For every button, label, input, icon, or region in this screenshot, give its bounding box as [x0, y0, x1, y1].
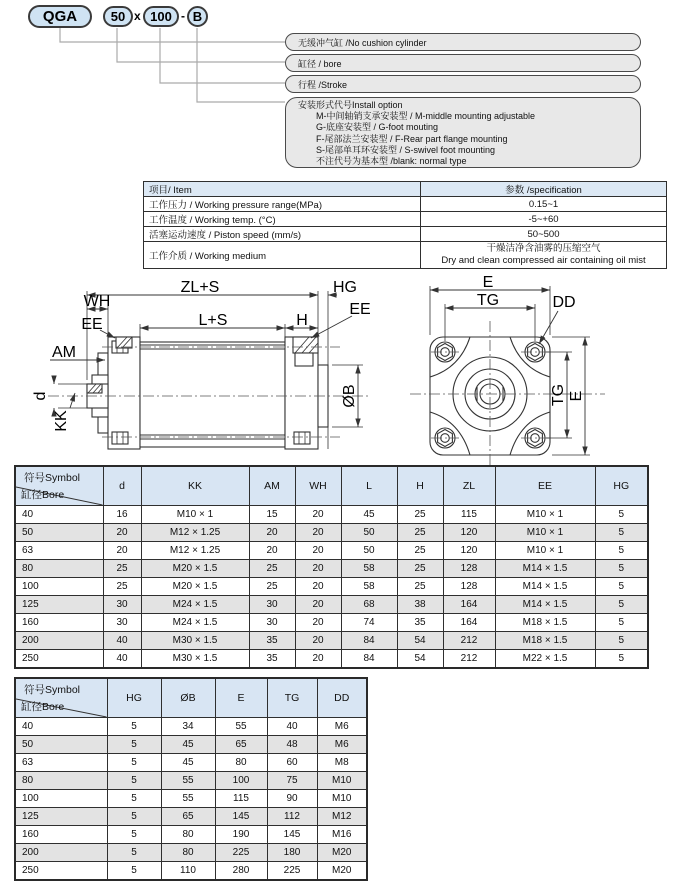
table-cell: 100	[215, 772, 267, 790]
table-cell: M20	[317, 862, 367, 881]
table-cell: 54	[397, 632, 443, 650]
table-cell: 20	[249, 524, 295, 542]
table-cell: 25	[249, 578, 295, 596]
table-cell: 5	[595, 614, 648, 632]
install-option-title: 安装形式代号Install option	[298, 100, 403, 110]
column-header: ZL	[443, 466, 495, 506]
table-cell: 80	[161, 826, 215, 844]
column-header: H	[397, 466, 443, 506]
table-cell: M30 × 1.5	[141, 632, 249, 650]
times-separator: x	[134, 9, 141, 23]
spec-item: 工作介质 / Working medium	[144, 242, 421, 269]
callout-bore: 缸径 / bore	[285, 54, 641, 72]
dim-label-hg: HG	[333, 280, 357, 296]
dim-label-l-s: L+S	[198, 312, 228, 329]
column-header: E	[215, 678, 267, 718]
table-cell: 65	[161, 808, 215, 826]
row-header: 40	[15, 718, 107, 736]
dim-label-dd: DD	[552, 294, 576, 311]
table-cell: 5	[595, 524, 648, 542]
dimension-table-1	[14, 465, 649, 669]
table-cell: 20	[295, 596, 341, 614]
table-cell: 55	[161, 772, 215, 790]
table-row	[15, 844, 367, 862]
column-header: DD	[317, 678, 367, 718]
row-header: 100	[15, 790, 107, 808]
table-cell: 38	[397, 596, 443, 614]
spec-item: 工作温度 / Working temp. (°C)	[144, 212, 421, 227]
corner-header-cell	[15, 678, 107, 718]
table-cell: M24 × 1.5	[141, 596, 249, 614]
table-cell: 90	[267, 790, 317, 808]
spec-value: 50~500	[421, 227, 667, 242]
column-header: L	[341, 466, 397, 506]
callout-stroke: 行程 /Stroke	[285, 75, 641, 93]
dim-table-header-row	[15, 678, 367, 718]
spec-row	[144, 212, 667, 227]
dim-label-d: d	[32, 391, 49, 401]
spec-item: 工作压力 / Working pressure range(MPa)	[144, 197, 421, 212]
install-option-line: F-尾部法兰安装型 / F-Rear part flange mounting	[316, 133, 508, 144]
table-cell: 5	[107, 718, 161, 736]
dim-label-h: H	[296, 312, 308, 329]
table-cell: 25	[103, 560, 141, 578]
install-option-line: 不注代号为基本型 /blank: normal type	[316, 156, 467, 167]
series-pill: QGA	[28, 5, 92, 28]
table-cell: 110	[161, 862, 215, 881]
spec-value: 0.15~1	[421, 197, 667, 212]
table-cell: 280	[215, 862, 267, 881]
table-row	[15, 560, 648, 578]
table-cell: M14 × 1.5	[495, 596, 595, 614]
table-cell: 50	[341, 542, 397, 560]
dim-label-e-top: E	[482, 274, 494, 291]
table-row	[15, 808, 367, 826]
dim-label-zl-s: ZL+S	[180, 280, 220, 296]
table-cell: 25	[397, 560, 443, 578]
column-header: TG	[267, 678, 317, 718]
table-cell: M12 × 1.25	[141, 524, 249, 542]
table-row	[15, 826, 367, 844]
table-cell: 20	[295, 632, 341, 650]
dim-label-wh: WH	[83, 293, 111, 310]
table-cell: 30	[249, 596, 295, 614]
table-cell: M6	[317, 718, 367, 736]
column-header: AM	[249, 466, 295, 506]
table-cell: 58	[341, 560, 397, 578]
spec-item-header: 项目/ Item	[144, 182, 421, 197]
table-cell: M10 × 1	[141, 506, 249, 524]
spec-value-cn: 干燥洁净含油雾的压缩空气	[486, 243, 601, 254]
table-row	[15, 578, 648, 596]
row-header: 63	[15, 754, 107, 772]
table-cell: M20 × 1.5	[141, 560, 249, 578]
table-cell: 112	[267, 808, 317, 826]
table-cell: 5	[595, 650, 648, 669]
spec-row	[144, 197, 667, 212]
table-cell: 145	[267, 826, 317, 844]
table-row	[15, 790, 367, 808]
spec-row	[144, 242, 667, 269]
table-cell: 15	[249, 506, 295, 524]
side-view-drawing	[30, 280, 395, 458]
table-cell: 75	[267, 772, 317, 790]
stroke-pill: 100	[143, 6, 179, 27]
table-cell: M10	[317, 772, 367, 790]
table-cell: 55	[215, 718, 267, 736]
row-header: 160	[15, 614, 103, 632]
row-header: 40	[15, 506, 103, 524]
table-cell: 5	[107, 844, 161, 862]
dim-table-header-row	[15, 466, 648, 506]
table-cell: M20 × 1.5	[141, 578, 249, 596]
table-cell: 190	[215, 826, 267, 844]
table-cell: M30 × 1.5	[141, 650, 249, 669]
row-header: 250	[15, 862, 107, 881]
column-header: HG	[595, 466, 648, 506]
row-header: 200	[15, 844, 107, 862]
table-cell: 80	[215, 754, 267, 772]
table-cell: 5	[107, 826, 161, 844]
row-header: 50	[15, 736, 107, 754]
table-cell: 20	[295, 524, 341, 542]
table-cell: 225	[267, 862, 317, 881]
table-cell: M10 × 1	[495, 506, 595, 524]
table-cell: 5	[107, 736, 161, 754]
table-cell: 68	[341, 596, 397, 614]
table-cell: 5	[595, 560, 648, 578]
table-cell: M18 × 1.5	[495, 614, 595, 632]
table-cell: 5	[107, 808, 161, 826]
callout-install-option	[285, 97, 641, 168]
dim-label-e-right: E	[568, 390, 585, 402]
table-row	[15, 862, 367, 881]
table-cell: 20	[295, 578, 341, 596]
table-cell: 128	[443, 578, 495, 596]
dash-separator: -	[181, 9, 185, 23]
table-row	[15, 736, 367, 754]
table-cell: 55	[161, 790, 215, 808]
corner-symbol-label: 符号Symbol	[24, 472, 81, 484]
table-cell: 145	[215, 808, 267, 826]
table-cell: 212	[443, 650, 495, 669]
table-cell: 25	[397, 542, 443, 560]
row-header: 160	[15, 826, 107, 844]
table-cell: 5	[107, 754, 161, 772]
row-header: 125	[15, 808, 107, 826]
spec-value: -5~+60	[421, 212, 667, 227]
table-cell: 20	[295, 542, 341, 560]
row-header: 200	[15, 632, 103, 650]
bore-pill: 50	[103, 6, 133, 27]
spec-value-header: 参数 /specification	[421, 182, 667, 197]
spec-header-row	[144, 182, 667, 197]
spec-table	[143, 181, 667, 269]
table-row	[15, 542, 648, 560]
dimension-table-2	[14, 677, 368, 881]
table-cell: 25	[397, 524, 443, 542]
dim-label-tg-top: TG	[476, 292, 500, 309]
table-cell: M16	[317, 826, 367, 844]
table-cell: 16	[103, 506, 141, 524]
corner-header-cell	[15, 466, 103, 506]
table-cell: 25	[397, 506, 443, 524]
table-cell: 35	[397, 614, 443, 632]
table-cell: 5	[595, 578, 648, 596]
table-cell: 5	[107, 772, 161, 790]
table-cell: M12	[317, 808, 367, 826]
table-cell: 225	[215, 844, 267, 862]
table-cell: 120	[443, 524, 495, 542]
table-cell: 58	[341, 578, 397, 596]
dim-label-am: AM	[52, 344, 76, 361]
spec-row	[144, 227, 667, 242]
row-header: 80	[15, 560, 103, 578]
table-cell: 40	[103, 650, 141, 669]
table-cell: 5	[107, 790, 161, 808]
table-row	[15, 524, 648, 542]
table-cell: 120	[443, 542, 495, 560]
table-cell: 115	[443, 506, 495, 524]
table-cell: 40	[267, 718, 317, 736]
install-option-line: M-中间轴销支承安装型 / M-middle mounting adjustable	[316, 111, 536, 122]
table-cell: 20	[249, 542, 295, 560]
table-cell: 5	[595, 542, 648, 560]
dim-label-ee-left: EE	[81, 316, 103, 333]
dim-label-tg-right: TG	[550, 383, 567, 407]
spec-value	[421, 242, 667, 269]
table-cell: 20	[295, 560, 341, 578]
table-row	[15, 614, 648, 632]
corner-bore-label: 缸径Bore	[21, 701, 65, 713]
row-header: 100	[15, 578, 103, 596]
row-header: 63	[15, 542, 103, 560]
table-cell: 5	[107, 862, 161, 881]
table-cell: 50	[341, 524, 397, 542]
column-header: EE	[495, 466, 595, 506]
table-cell: 45	[161, 754, 215, 772]
table-cell: 25	[103, 578, 141, 596]
table-cell: M24 × 1.5	[141, 614, 249, 632]
table-cell: 20	[103, 524, 141, 542]
table-cell: M8	[317, 754, 367, 772]
table-cell: 20	[103, 542, 141, 560]
table-cell: M10	[317, 790, 367, 808]
row-header: 80	[15, 772, 107, 790]
table-cell: 35	[249, 650, 295, 669]
table-cell: M12 × 1.25	[141, 542, 249, 560]
row-header: 250	[15, 650, 103, 669]
table-row	[15, 632, 648, 650]
dim-label-ob: ØB	[341, 384, 358, 408]
table-cell: M22 × 1.5	[495, 650, 595, 669]
table-cell: 212	[443, 632, 495, 650]
table-cell: 80	[161, 844, 215, 862]
table-cell: M14 × 1.5	[495, 578, 595, 596]
callout-no-cushion: 无缓冲气缸 /No cushion cylinder	[285, 33, 641, 51]
corner-bore-label: 缸径Bore	[21, 489, 65, 501]
table-cell: 25	[397, 578, 443, 596]
table-row	[15, 650, 648, 669]
column-header: d	[103, 466, 141, 506]
table-cell: 20	[295, 650, 341, 669]
table-cell: 45	[161, 736, 215, 754]
table-cell: 48	[267, 736, 317, 754]
table-cell: 30	[249, 614, 295, 632]
table-cell: 25	[249, 560, 295, 578]
column-header: ØB	[161, 678, 215, 718]
install-option-line: G-底座安装型 / G-foot mouting	[316, 122, 439, 133]
table-cell: M10 × 1	[495, 542, 595, 560]
dim-label-ee-right: EE	[349, 301, 371, 318]
table-cell: 74	[341, 614, 397, 632]
column-header: KK	[141, 466, 249, 506]
table-cell: 65	[215, 736, 267, 754]
table-cell: 128	[443, 560, 495, 578]
table-cell: 84	[341, 650, 397, 669]
table-cell: 20	[295, 614, 341, 632]
spec-value-en: Dry and clean compressed air containing oil mist	[441, 255, 646, 266]
table-cell: 45	[341, 506, 397, 524]
table-cell: M14 × 1.5	[495, 560, 595, 578]
table-cell: 84	[341, 632, 397, 650]
table-row	[15, 772, 367, 790]
spec-item: 活塞运动速度 / Piston speed (mm/s)	[144, 227, 421, 242]
row-header: 125	[15, 596, 103, 614]
table-cell: 35	[249, 632, 295, 650]
table-cell: 30	[103, 596, 141, 614]
column-header: WH	[295, 466, 341, 506]
corner-symbol-label: 符号Symbol	[24, 684, 81, 696]
table-cell: M20	[317, 844, 367, 862]
table-cell: 20	[295, 506, 341, 524]
table-row	[15, 718, 367, 736]
table-row	[15, 596, 648, 614]
table-cell: 164	[443, 596, 495, 614]
table-cell: 5	[595, 596, 648, 614]
table-cell: M10 × 1	[495, 524, 595, 542]
table-cell: 180	[267, 844, 317, 862]
option-pill: B	[187, 6, 208, 27]
table-cell: 54	[397, 650, 443, 669]
table-cell: 40	[103, 632, 141, 650]
install-option-line: S-尾部单耳环安装型 / S-swivel foot mounting	[316, 144, 496, 155]
table-cell: 164	[443, 614, 495, 632]
table-cell: 5	[595, 632, 648, 650]
table-row	[15, 754, 367, 772]
table-cell: 115	[215, 790, 267, 808]
table-row	[15, 506, 648, 524]
front-view-drawing	[400, 273, 620, 471]
dim-label-kk: KK	[53, 410, 70, 432]
table-cell: M18 × 1.5	[495, 632, 595, 650]
table-cell: M6	[317, 736, 367, 754]
row-header: 50	[15, 524, 103, 542]
table-cell: 34	[161, 718, 215, 736]
table-cell: 60	[267, 754, 317, 772]
table-cell: 30	[103, 614, 141, 632]
table-cell: 5	[595, 506, 648, 524]
column-header: HG	[107, 678, 161, 718]
